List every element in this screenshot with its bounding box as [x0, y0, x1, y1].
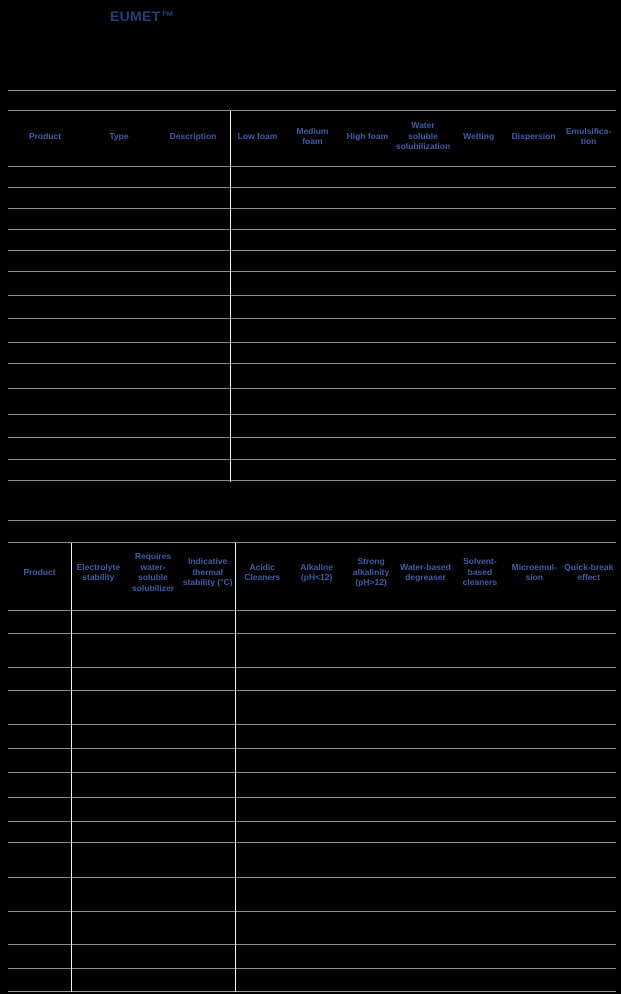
table-row: [8, 272, 616, 296]
table-row: [8, 343, 616, 364]
t1-col-medium-foam: Medium foam: [296, 125, 329, 146]
table2-vertical-divider-2: [235, 543, 236, 992]
t2-col-water-based-degreaser: Water-based degreaser: [400, 561, 451, 582]
t2-col-alkaline: Alkaline (pH<12): [300, 561, 333, 582]
table-row: [8, 843, 616, 878]
t1-col-low-foam: Low foam: [237, 130, 278, 141]
table-row: [8, 749, 616, 773]
table-row: [8, 912, 616, 945]
table-row: [8, 251, 616, 272]
table-row: [8, 296, 616, 319]
table1-header-right-group: [230, 111, 616, 166]
table2-header-right-group: [235, 543, 616, 610]
t2-col-requires-water-soluble-solubilizer: Requires water-soluble solubilizer: [131, 551, 175, 593]
t1-col-wetting: Wetting: [463, 130, 495, 141]
table-row: [8, 773, 616, 798]
mid-divider-line: [8, 520, 616, 521]
table2-header-row: [8, 543, 616, 611]
t1-col-high-foam: High foam: [346, 130, 389, 141]
top-divider-line: [8, 90, 616, 91]
t2-col-solvent-based-cleaners: Solvent-based cleaners: [462, 556, 498, 588]
table-row: [8, 389, 616, 415]
t2-col-strong-alkalinity: Strong alkalinity (pH>12): [352, 556, 390, 588]
table-row: [8, 364, 616, 389]
table-row: [8, 438, 616, 460]
t1-col-emulsification: Emulsifica-tion: [565, 125, 612, 146]
t1-col-description: Description: [169, 130, 217, 141]
table-row: [8, 634, 616, 668]
t2-col-microemulsion: Microemul-sion: [511, 561, 557, 582]
table-row: [8, 611, 616, 634]
table-row: [8, 230, 616, 251]
t1-col-dispersion: Dispersion: [511, 130, 556, 141]
table1-header-left-group: [8, 111, 230, 166]
t2-col-indicative-thermal-stability: Indicative thermal stability (°C): [182, 556, 233, 588]
table1-vertical-divider: [230, 111, 231, 482]
table-row: [8, 822, 616, 843]
table-row: [8, 167, 616, 188]
t2-col-quick-break-effect: Quick-break effect: [564, 561, 614, 582]
t2-col-acidic-cleaners: Acidic Cleaners: [244, 561, 281, 582]
table2-header-product-group: [8, 543, 71, 610]
table2-vertical-divider-1: [71, 543, 72, 992]
t1-col-water-soluble-solubilization: Water soluble solubilization: [395, 120, 451, 152]
table2-header-mid-group: [71, 543, 235, 610]
brand-title: EUMET™: [110, 8, 175, 24]
t1-col-type: Type: [109, 130, 129, 141]
table-row: [8, 798, 616, 822]
t2-col-product: Product: [23, 566, 56, 577]
table1-header-row: [8, 111, 616, 167]
t1-col-product: Product: [28, 130, 62, 141]
table-row: [8, 691, 616, 725]
table-row: [8, 188, 616, 209]
table-row: [8, 945, 616, 969]
table-row: [8, 878, 616, 912]
t2-col-electrolyte-stability: Electrolyte stability: [76, 561, 121, 582]
table-row: [8, 460, 616, 481]
table-row: [8, 969, 616, 992]
foam-properties-table: [8, 110, 616, 481]
table-row: [8, 209, 616, 230]
table-row: [8, 725, 616, 749]
table-row: [8, 319, 616, 343]
table-row: [8, 668, 616, 691]
table-row: [8, 415, 616, 438]
stability-applications-table: [8, 542, 616, 991]
